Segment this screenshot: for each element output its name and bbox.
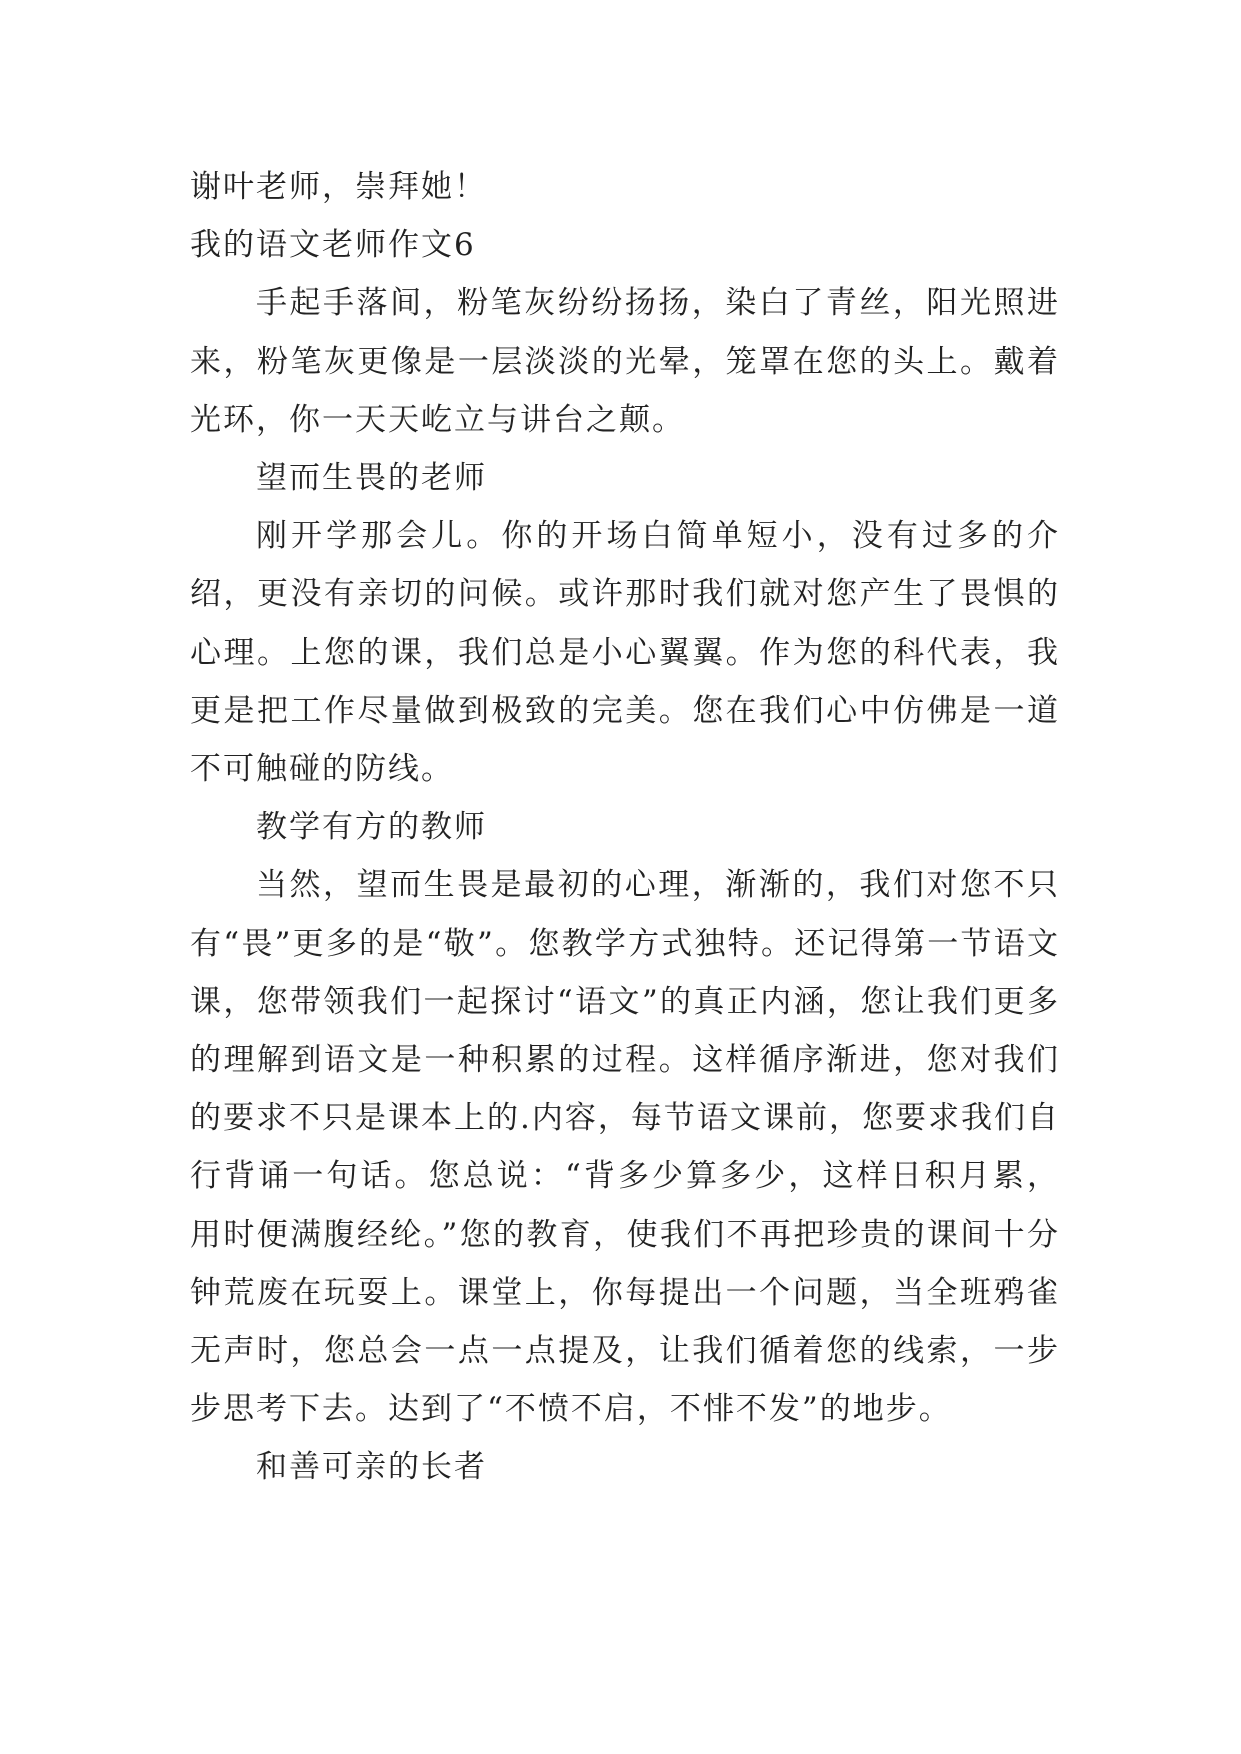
paragraph-teaching: 当然，望而生畏是最初的心理，渐渐的，我们对您不只有“畏”更多的是“敬”。您教学方式独特。还记得第一节语文课，您带领我们一起探讨“语文”的真正内涵，您让我们更多的理解到语文是一种积累的过程。这样循序渐进，您对我们的要求不只是课本上的.内容，每节语文课前，您要求我们自行背诵一句话。您总说：“背多少算多少，这样日积月累，用时便满腹经纶。”您的教育，使我们不再把珍贵的课间十分钟荒废在玩耍上。课堂上，你每提出一个问题，当全班鸦雀无声时，您总会一点一点提及，让我们循着您的线索，一步步思考下去。达到了“不愤不启，不悱不发”的地步。: [190, 867, 1060, 1428]
paragraph-intro: 手起手落间，粉笔灰纷纷扬扬，染白了青丝，阳光照进来，粉笔灰更像是一层淡淡的光晕，笼罩在您的头上。戴着光环，你一天天屹立与讲台之颠。: [190, 285, 1060, 438]
section-heading-awe: 望而生畏的老师: [256, 460, 487, 497]
paragraph-closing-line: 谢叶老师，崇拜她！: [190, 169, 487, 205]
paragraph-awe: 刚开学那会儿。你的开场白简单短小，没有过多的介绍，更没有亲切的问候。或许那时我们就对您产生了畏惧的心理。上您的课，我们总是小心翼翼。作为您的科代表，我更是把工作尽量做到极致的完美。您在我们心中仿佛是一道不可触碰的防线。: [190, 518, 1060, 788]
essay-title: 我的语文老师作文6: [190, 227, 476, 264]
document-body: [190, 158, 1060, 1497]
section-heading-kind-elder: 和善可亲的长者: [256, 1449, 487, 1486]
section-heading-teaching: 教学有方的教师: [256, 809, 487, 846]
